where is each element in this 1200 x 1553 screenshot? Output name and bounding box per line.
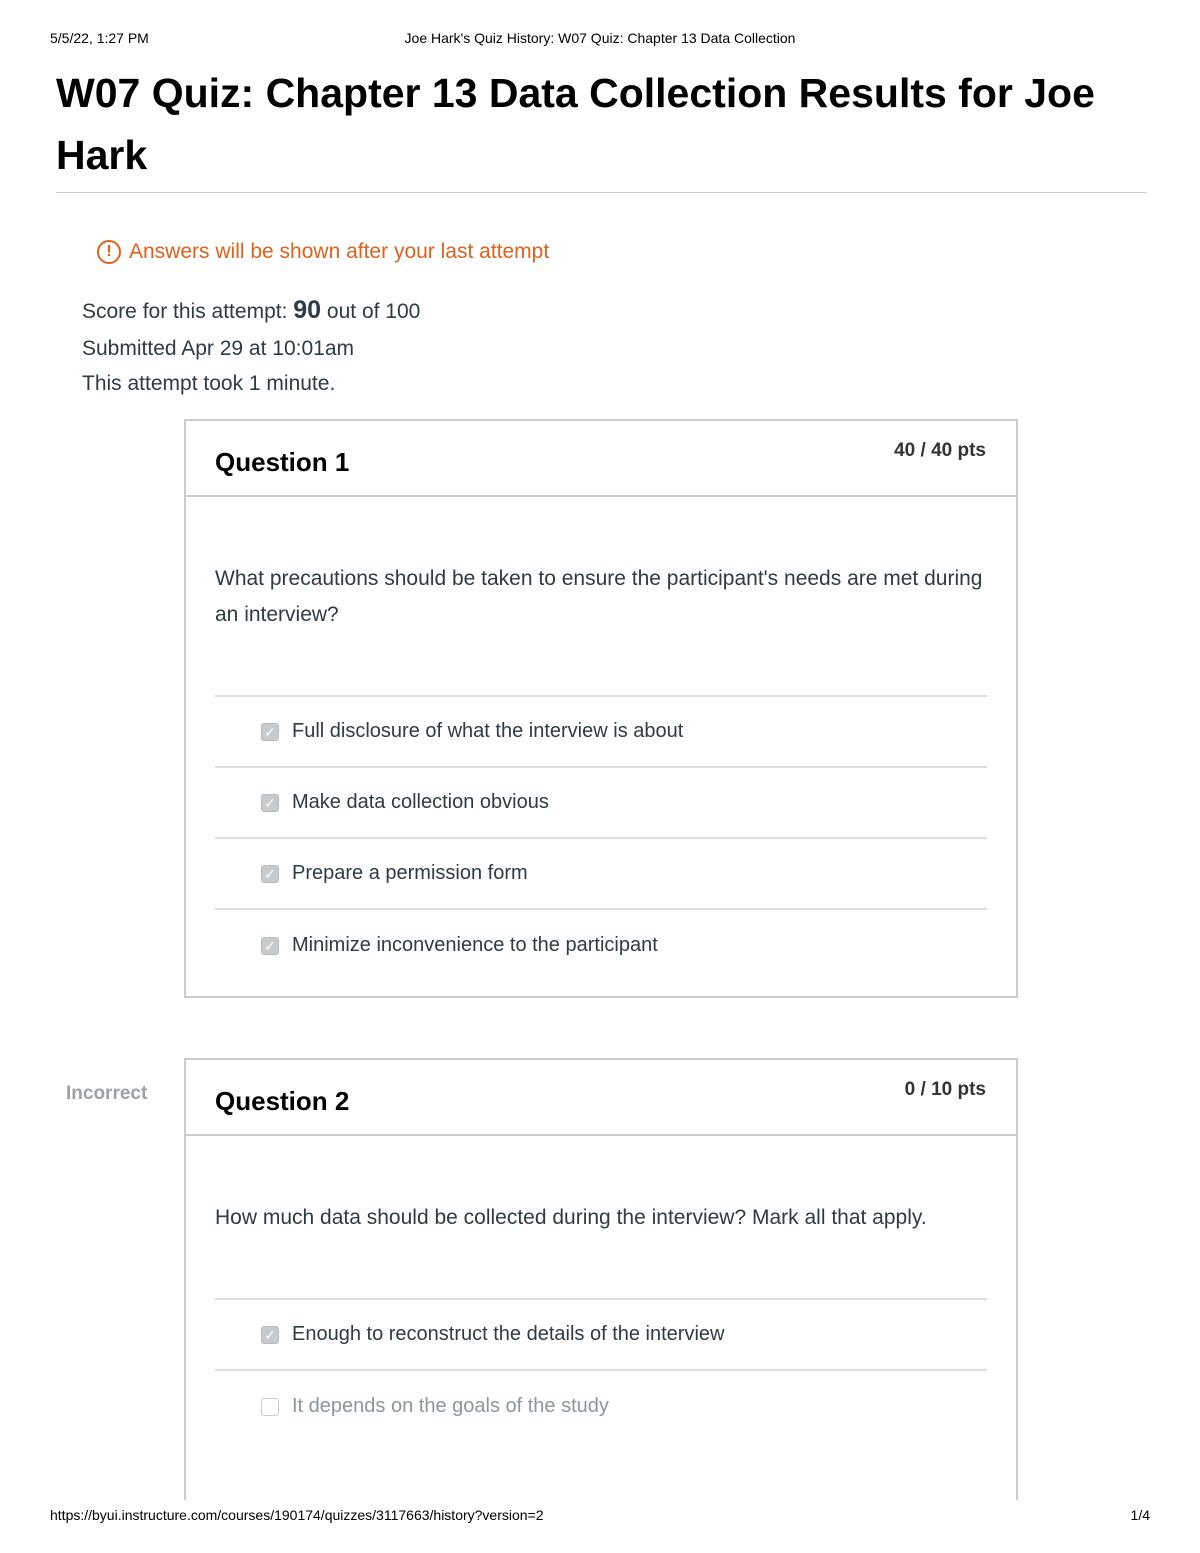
page-title: W07 Quiz: Chapter 13 Data Collection Results for Joe Hark xyxy=(56,70,1095,178)
title-divider xyxy=(56,192,1146,193)
checkbox-checked-icon: ✓ xyxy=(261,937,279,955)
answer-label: Enough to reconstruct the details of the interview xyxy=(292,1323,725,1345)
question-header xyxy=(186,1060,1016,1136)
attempt-submitted: Submitted Apr 29 at 10:01am xyxy=(82,337,355,360)
answers-notice xyxy=(97,240,549,264)
answer-option xyxy=(215,910,987,981)
print-footer xyxy=(50,1500,1150,1530)
question-body xyxy=(186,1136,1016,1442)
answer-label: Full disclosure of what the interview is about xyxy=(292,720,684,742)
question-header xyxy=(186,421,1016,497)
answer-option xyxy=(215,1300,987,1371)
question-name: Question 1 xyxy=(215,447,350,477)
question-points: 40 / 40 pts xyxy=(894,440,986,461)
attempt-duration: This attempt took 1 minute. xyxy=(82,372,336,395)
print-document-title: Joe Hark's Quiz History: W07 Quiz: Chapter 13 Data Collection xyxy=(404,30,796,46)
question-text: How much data should be collected during the interview? Mark all that apply. xyxy=(215,1206,927,1229)
score-prefix: Score for this attempt: xyxy=(82,300,294,323)
checkbox-checked-icon: ✓ xyxy=(261,723,279,741)
answer-option xyxy=(215,768,987,839)
answer-option xyxy=(215,839,987,910)
question-body xyxy=(186,497,1016,981)
score-suffix: out of 100 xyxy=(321,300,421,323)
answer-option xyxy=(215,697,987,768)
answer-label: It depends on the goals of the study xyxy=(292,1395,609,1417)
answer-list xyxy=(215,1298,987,1442)
answer-list xyxy=(215,695,987,981)
incorrect-badge: Incorrect xyxy=(66,1083,148,1104)
print-url: https://byui.instructure.com/courses/190174/quizzes/3117663/history?version=2 xyxy=(50,1507,544,1523)
checkbox-checked-icon: ✓ xyxy=(261,794,279,812)
question-text: What precautions should be taken to ensure the participant's needs are met during an interview? xyxy=(215,567,983,626)
print-page-number: 1/4 xyxy=(1130,1507,1150,1523)
alert-circle-icon: ! xyxy=(97,240,121,264)
question-card xyxy=(184,1058,1018,1518)
checkbox-unchecked-icon xyxy=(261,1398,279,1416)
print-date: 5/5/22, 1:27 PM xyxy=(50,30,149,46)
question-points: 0 / 10 pts xyxy=(904,1079,986,1100)
answer-label: Prepare a permission form xyxy=(292,862,528,884)
score-value: 90 xyxy=(293,296,322,324)
print-header xyxy=(50,30,1150,48)
answer-label: Minimize inconvenience to the participant xyxy=(292,934,658,956)
question-name: Question 2 xyxy=(215,1086,350,1116)
attempt-score xyxy=(82,296,420,325)
question-card xyxy=(184,419,1018,998)
notice-text: Answers will be shown after your last attempt xyxy=(129,240,550,263)
checkbox-checked-icon: ✓ xyxy=(261,865,279,883)
checkbox-checked-icon: ✓ xyxy=(261,1326,279,1344)
answer-option xyxy=(215,1371,987,1442)
answer-label: Make data collection obvious xyxy=(292,791,549,813)
